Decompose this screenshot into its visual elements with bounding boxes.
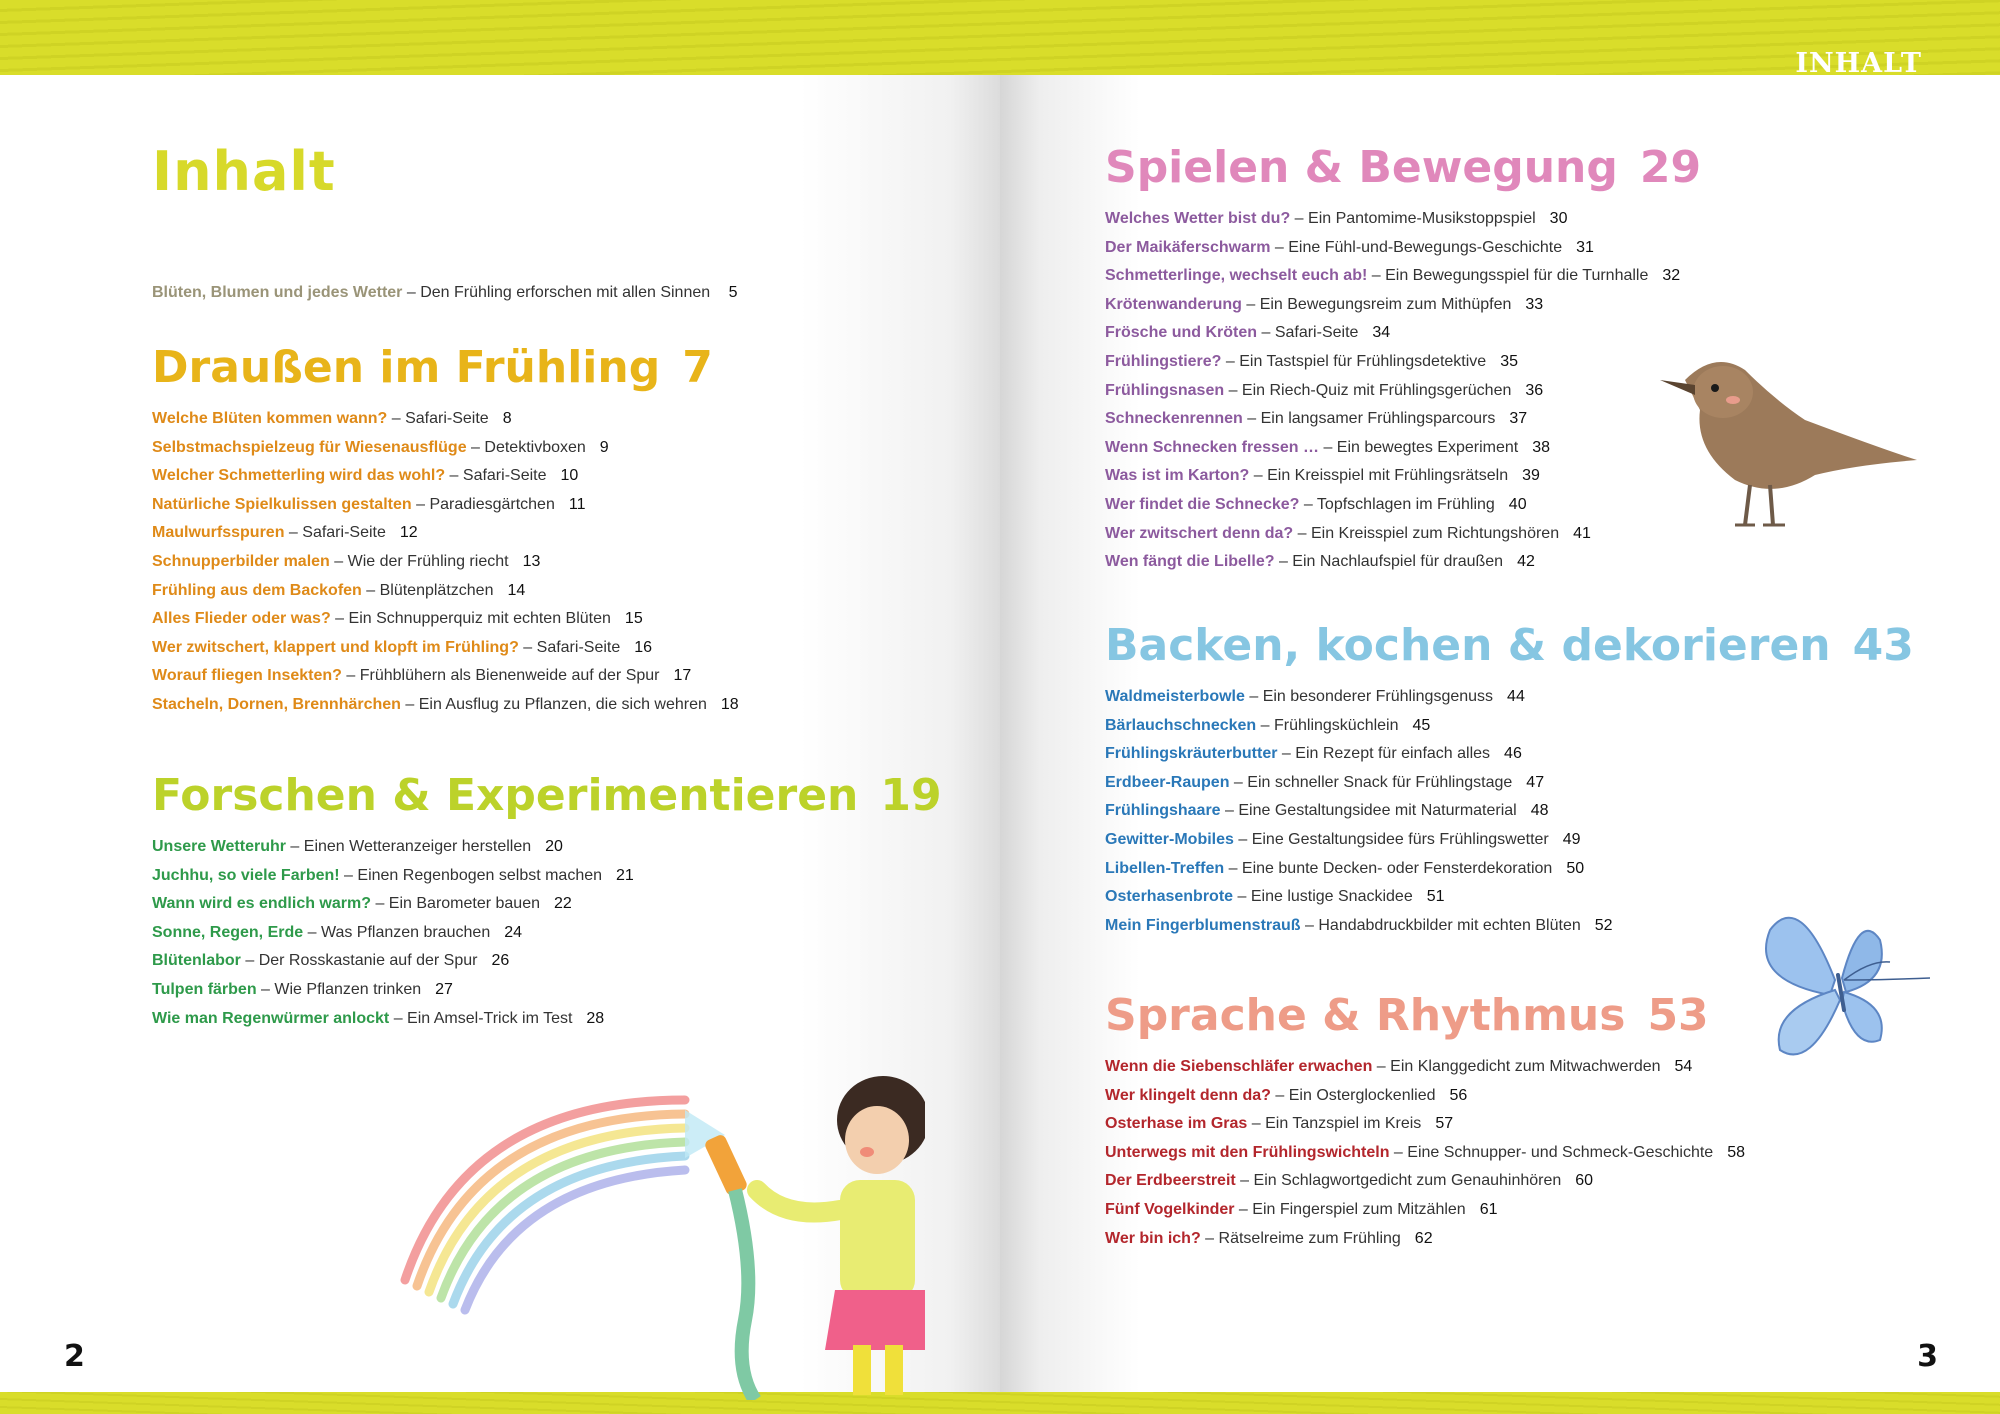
entry-list [152, 833, 942, 1033]
section-heading [1105, 620, 1914, 671]
entry-page: 9 [599, 438, 609, 456]
entry-page: 14 [507, 581, 526, 599]
entry-title: Osterhasenbrote [1105, 888, 1234, 906]
entry-separator: – [518, 638, 537, 656]
entry-separator: – [341, 667, 360, 685]
section-heading-page: 29 [1639, 142, 1702, 193]
entry-desc: Eine Gestaltungsidee mit Naturmaterial [1238, 802, 1517, 820]
entry-title: Wie man Regenwürmer anlockt [152, 1009, 390, 1027]
entry-separator: – [1241, 295, 1260, 313]
toc-entry[interactable] [1105, 1082, 1745, 1111]
entry-title: Osterhase im Gras [1105, 1115, 1248, 1133]
toc-entry[interactable] [1105, 434, 1701, 463]
entry-page: 36 [1525, 381, 1544, 399]
entry-separator: – [329, 552, 348, 570]
entry-page: 20 [545, 838, 563, 855]
entry-list [1105, 1053, 1745, 1253]
entry-page: 18 [720, 695, 739, 713]
toc-entry[interactable] [1105, 855, 1914, 884]
toc-entry[interactable] [152, 634, 739, 663]
entry-desc: Blütenplätzchen [379, 581, 494, 599]
entry-desc: Ein Barometer bauen [388, 895, 540, 913]
section-heading-text: Forschen & Experimentieren [152, 770, 859, 821]
entry-title: Wenn Schnecken fressen … [1105, 438, 1319, 456]
entry-separator: – [1221, 352, 1240, 370]
entry-title: Blütenlabor [152, 952, 241, 970]
section-heading-page: 7 [682, 342, 713, 393]
entry-page: 46 [1504, 745, 1522, 763]
butterfly-illustration [1740, 900, 1940, 1070]
toc-entry[interactable] [1105, 1167, 1745, 1196]
toc-entry[interactable] [152, 691, 739, 720]
entry-desc: Wie Pflanzen trinken [274, 980, 422, 998]
bottom-band [0, 1392, 2000, 1414]
entry-desc: Paradiesgärtchen [429, 495, 555, 513]
toc-entry[interactable] [152, 462, 739, 491]
entry-page: 35 [1500, 352, 1518, 370]
entry-separator: – [1274, 553, 1293, 571]
entry-desc: Ein Schlagwortgedicht zum Genauhinhören [1253, 1172, 1562, 1190]
entry-title: Tulpen färben [152, 980, 257, 998]
entry-title: Frühlingshaare [1105, 802, 1221, 820]
entry-title: Wer klingelt denn da? [1105, 1086, 1271, 1104]
section-heading-page: 53 [1647, 990, 1709, 1041]
entry-separator: – [1367, 267, 1386, 285]
toc-entry[interactable] [152, 662, 739, 691]
entry-separator: – [1319, 438, 1337, 456]
entry-title: Wann wird es endlich warm? [152, 895, 371, 913]
entry-separator: – [1257, 324, 1275, 342]
entry-page: 30 [1549, 210, 1568, 227]
toc-entry[interactable] [152, 405, 739, 434]
entry-page: 62 [1414, 1229, 1433, 1247]
entry-desc: Ein Ausflug zu Pflanzen, die sich wehren [418, 695, 707, 713]
bird-icon [1660, 362, 1917, 525]
entry-page: 56 [1449, 1086, 1468, 1104]
toc-entry[interactable] [1105, 683, 1914, 712]
section-heading-text: Backen, kochen & dekorieren [1105, 620, 1831, 671]
section-heading [1105, 990, 1745, 1041]
entry-page: 28 [586, 1009, 605, 1027]
entry-page: 24 [504, 923, 523, 941]
entry-title: Frühlingskräuterbutter [1105, 745, 1278, 763]
entry-separator: – [1224, 859, 1242, 877]
entry-page: 10 [560, 467, 579, 485]
entry-page: 45 [1412, 716, 1431, 734]
entry-separator: – [387, 410, 406, 427]
section-heading-page: 43 [1852, 620, 1914, 671]
entry-page: 40 [1508, 495, 1527, 513]
entry-desc: Einen Regenbogen selbst machen [357, 866, 603, 884]
entry-separator: – [1299, 495, 1317, 513]
entry-desc: Safari-Seite [536, 638, 621, 656]
section-backen [1105, 620, 1914, 940]
entry-desc: Ein Bewegungsspiel für die Turnhalle [1385, 267, 1649, 285]
toc-entry[interactable] [1105, 377, 1701, 406]
entry-title: Wer bin ich? [1105, 1229, 1201, 1247]
entry-desc: Wie der Frühling riecht [347, 552, 509, 570]
entry-list [152, 405, 739, 720]
entry-title: Unterwegs mit den Frühlingswichteln [1105, 1143, 1390, 1161]
entry-title: Stacheln, Dornen, Brennhärchen [152, 695, 401, 713]
entry-page: 22 [554, 895, 572, 913]
entry-title: Wen fängt die Libelle? [1105, 553, 1275, 571]
entry-separator: – [1224, 381, 1242, 399]
page-number-left: 2 [64, 1339, 85, 1374]
butterfly-icon [1766, 918, 1930, 1055]
entry-desc: Ein Tastspiel für Frühlingsdetektive [1239, 352, 1487, 370]
toc-entry[interactable] [1105, 205, 1701, 234]
page-number-right: 3 [1917, 1339, 1938, 1374]
entry-page: 52 [1594, 916, 1613, 934]
entry-desc: Ein Osterglockenlied [1288, 1086, 1436, 1104]
entry-separator: – [1220, 802, 1239, 820]
entry-page: 31 [1576, 238, 1594, 256]
page-title: Inhalt [152, 140, 336, 203]
entry-separator: – [1200, 1229, 1219, 1247]
entry-separator: – [256, 980, 275, 998]
toc-entry[interactable] [152, 434, 739, 463]
entry-separator: – [1242, 410, 1261, 428]
toc-entry[interactable] [152, 519, 739, 548]
entry-page: 54 [1674, 1058, 1693, 1075]
entry-desc: Ein bewegtes Experiment [1336, 438, 1519, 456]
entry-desc: Einen Wetteranzeiger herstellen [303, 838, 532, 855]
entry-desc: Ein Klanggedicht zum Mitwachwerden [1390, 1058, 1661, 1075]
entry-title: Alles Flieder oder was? [152, 610, 331, 628]
entry-separator: – [389, 1009, 408, 1027]
entry-separator: – [303, 923, 321, 941]
entry-desc: Safari-Seite [1274, 324, 1359, 342]
entry-separator: – [1300, 916, 1319, 934]
entry-separator: – [1247, 1115, 1266, 1133]
entry-desc: Ein Amsel-Trick im Test [407, 1009, 573, 1027]
toc-entry[interactable] [152, 548, 739, 577]
toc-entry[interactable] [1105, 291, 1701, 320]
entry-desc: Ein Tanzspiel im Kreis [1265, 1115, 1422, 1133]
toc-entry[interactable] [1105, 1139, 1745, 1168]
entry-title: Welches Wetter bist du? [1105, 210, 1291, 227]
entry-desc: Detektivboxen [484, 438, 586, 456]
toc-entry[interactable] [152, 833, 942, 862]
entry-separator: – [1270, 1086, 1289, 1104]
entry-desc: Eine lustige Snackidee [1250, 888, 1413, 906]
toc-entry[interactable] [152, 605, 739, 634]
entry-title: Worauf fliegen Insekten? [152, 667, 342, 685]
toc-entry[interactable] [1105, 319, 1701, 348]
entry-page: 49 [1562, 830, 1581, 848]
section-sprache [1105, 990, 1745, 1253]
bird-illustration [1655, 340, 1920, 540]
toc-entry[interactable] [152, 919, 942, 948]
entry-desc: Safari-Seite [462, 467, 547, 485]
entry-desc: Ein schneller Snack für Frühlingstage [1247, 773, 1513, 791]
entry-separator: – [330, 610, 349, 628]
toc-entry[interactable] [1105, 548, 1701, 577]
entry-page: 58 [1727, 1143, 1745, 1161]
entry-page: 60 [1575, 1172, 1594, 1190]
entry-desc: Eine Schnupper- und Schmeck-Geschichte [1407, 1143, 1714, 1161]
entry-title: Der Maikäferschwarm [1105, 238, 1271, 256]
toc-entry[interactable] [152, 976, 942, 1005]
entry-title: Libellen-Treffen [1105, 859, 1225, 877]
toc-entry[interactable] [1105, 262, 1701, 291]
entry-separator: – [1234, 1200, 1253, 1218]
entry-page: 44 [1507, 688, 1525, 705]
entry-page: 39 [1522, 467, 1540, 485]
entry-desc: Safari-Seite [405, 410, 489, 427]
entry-title: Maulwurfsspuren [152, 524, 285, 542]
entry-page: 17 [673, 667, 692, 685]
entry-title: Frühling aus dem Backofen [152, 581, 362, 599]
entry-page: 32 [1662, 267, 1681, 285]
entry-desc: Was Pflanzen brauchen [320, 923, 491, 941]
girl-rainbow-illustration [385, 1040, 925, 1400]
entry-title: Der Erdbeerstreit [1105, 1172, 1236, 1190]
section-heading [1105, 142, 1701, 193]
entry-desc: Ein Kreisspiel zum Richtungshören [1310, 524, 1560, 542]
section-heading [152, 770, 942, 821]
entry-separator: – [411, 495, 430, 513]
toc-entry[interactable] [1105, 740, 1914, 769]
header-label: INHALT [1795, 48, 1922, 79]
toc-entry[interactable] [1105, 520, 1701, 549]
entry-title: Frühlingsnasen [1105, 381, 1225, 399]
entry-separator: – [1277, 745, 1296, 763]
entry-desc: Ein Riech-Quiz mit Frühlingsgerüchen [1241, 381, 1512, 399]
entry-page: 41 [1573, 524, 1591, 542]
entry-separator: – [1270, 238, 1289, 256]
entry-desc: Safari-Seite [302, 524, 386, 542]
rainbow-icon [405, 1100, 685, 1310]
entry-page: 51 [1426, 888, 1445, 906]
entry-title: Mein Fingerblumenstrauß [1105, 916, 1301, 934]
entry-separator: – [284, 524, 303, 542]
toc-entry[interactable] [152, 1005, 942, 1034]
entry-page: 16 [634, 638, 653, 656]
entry-title: Krötenwanderung [1105, 295, 1242, 313]
entry-desc: Ein Schnupperquiz mit echten Blüten [348, 610, 611, 628]
entry-desc: Ein Nachlaufspiel für draußen [1292, 553, 1504, 571]
entry-desc: Ein Kreisspiel mit Frühlingsrätseln [1267, 467, 1509, 485]
entry-desc: Ein Fingerspiel zum Mitzählen [1252, 1200, 1466, 1218]
entry-desc: Den Frühling erforschen mit allen Sinnen [420, 284, 711, 301]
entry-desc: Ein langsamer Frühlingsparcours [1260, 410, 1496, 428]
entry-title: Schneckenrennen [1105, 410, 1243, 428]
entry-separator: – [1389, 1143, 1408, 1161]
section-heading-text: Sprache & Rhythmus [1105, 990, 1626, 1041]
toc-entry[interactable] [152, 491, 739, 520]
toc-entry[interactable] [1105, 797, 1914, 826]
entry-title: Sonne, Regen, Erde [152, 923, 304, 941]
toc-entry[interactable] [1105, 1110, 1745, 1139]
entry-desc: Eine bunte Decken- oder Fensterdekoration [1241, 859, 1553, 877]
entry-list [1105, 205, 1701, 577]
entry-page: 47 [1526, 773, 1545, 791]
entry-title: Selbstmachspielzeug für Wiesenausflüge [152, 438, 467, 456]
entry-page: 37 [1509, 410, 1528, 428]
section-forschen [152, 770, 942, 1033]
entry-desc: Handabdruckbilder mit echten Blüten [1318, 916, 1581, 934]
entry-separator: – [1233, 888, 1251, 906]
toc-entry[interactable] [152, 890, 942, 919]
entry-page: 27 [435, 980, 453, 998]
entry-desc: Ein Bewegungsreim zum Mithüpfen [1259, 295, 1512, 313]
toc-entry[interactable] [152, 947, 942, 976]
entry-desc: Topfschlagen im Frühling [1316, 495, 1495, 513]
toc-entry[interactable] [152, 577, 739, 606]
girl-icon [757, 1076, 925, 1395]
entry-desc: Der Rosskastanie auf der Spur [258, 952, 478, 970]
entry-title: Gewitter-Mobiles [1105, 830, 1234, 848]
entry-title: Wer zwitschert denn da? [1105, 524, 1294, 542]
entry-title: Unsere Wetteruhr [152, 838, 286, 855]
entry-separator: – [406, 284, 421, 301]
entry-desc: Rätselreime zum Frühling [1218, 1229, 1401, 1247]
toc-entry[interactable] [1105, 405, 1701, 434]
entry-desc: Eine Fühl-und-Bewegungs-Geschichte [1288, 238, 1563, 256]
toc-entry[interactable] [1105, 1196, 1745, 1225]
entry-page: 12 [399, 524, 418, 542]
entry-title: Frösche und Kröten [1105, 324, 1258, 342]
entry-title: Wer findet die Schnecke? [1105, 495, 1300, 513]
entry-title: Fünf Vogelkinder [1105, 1200, 1235, 1218]
entry-title: Juchhu, so viele Farben! [152, 866, 340, 884]
section-draussen [152, 342, 739, 720]
entry-title: Welcher Schmetterling wird das wohl? [152, 467, 446, 485]
section-heading-text: Draußen im Frühling [152, 342, 661, 393]
entry-separator: – [466, 438, 485, 456]
section-spielen [1105, 142, 1701, 577]
section-heading-page: 19 [880, 770, 942, 821]
entry-page: 33 [1525, 295, 1544, 313]
entry-desc: Ein besonderer Frühlingsgenuss [1262, 688, 1494, 705]
toc-entry[interactable] [1105, 1225, 1745, 1254]
entry-page: 38 [1532, 438, 1551, 456]
entry-separator: – [1372, 1058, 1391, 1075]
entry-separator: – [1244, 688, 1263, 705]
entry-separator: – [240, 952, 259, 970]
toc-entry[interactable] [1105, 712, 1914, 741]
entry-separator: – [400, 695, 419, 713]
toc-entry[interactable] [1105, 462, 1701, 491]
entry-separator: – [1290, 210, 1309, 227]
entry-title: Welche Blüten kommen wann? [152, 410, 388, 427]
entry-separator: – [285, 838, 304, 855]
intro-entry[interactable] [152, 284, 738, 302]
section-heading [152, 342, 739, 393]
entry-title: Wer zwitschert, klappert und klopft im Frühling? [152, 638, 519, 656]
entry-separator: – [445, 467, 463, 485]
entry-separator: – [1235, 1172, 1254, 1190]
entry-desc: Eine Gestaltungsidee fürs Frühlingswetter [1251, 830, 1549, 848]
entry-title: Erdbeer-Raupen [1105, 773, 1230, 791]
entry-title: Wenn die Siebenschläfer erwachen [1105, 1058, 1373, 1075]
entry-page: 48 [1530, 802, 1549, 820]
entry-title: Schmetterlinge, wechselt euch ab! [1105, 267, 1368, 285]
entry-page: 26 [491, 952, 510, 970]
entry-separator: – [361, 581, 380, 599]
section-heading-text: Spielen & Bewegung [1105, 142, 1618, 193]
entry-page: 50 [1566, 859, 1585, 877]
entry-desc: Ein Pantomime-Musikstoppspiel [1308, 210, 1536, 227]
toc-entry[interactable] [1105, 769, 1914, 798]
entry-title: Blüten, Blumen und jedes Wetter [152, 284, 403, 301]
entry-title: Schnupperbilder malen [152, 552, 330, 570]
toc-entry[interactable] [1105, 491, 1701, 520]
toc-entry[interactable] [1105, 234, 1701, 263]
entry-page: 42 [1517, 553, 1535, 571]
entry-desc: Ein Rezept für einfach alles [1295, 745, 1491, 763]
top-band [0, 0, 2000, 75]
entry-page: 15 [624, 610, 643, 628]
entry-page: 11 [568, 495, 586, 513]
entry-title: Bärlauchschnecken [1105, 716, 1257, 734]
entry-separator: – [1233, 830, 1252, 848]
entry-page: 21 [616, 866, 634, 884]
entry-separator: – [371, 895, 389, 913]
entry-separator: – [1249, 467, 1268, 485]
entry-page: 5 [728, 284, 738, 301]
toc-entry[interactable] [152, 862, 942, 891]
entry-desc: Frühblühern als Bienenweide auf der Spur [359, 667, 660, 685]
entry-desc: Frühlingsküchlein [1273, 716, 1399, 734]
entry-page: 13 [522, 552, 541, 570]
entry-title: Natürliche Spielkulissen gestalten [152, 495, 412, 513]
toc-entry[interactable] [1105, 826, 1914, 855]
entry-page: 61 [1479, 1200, 1498, 1218]
entry-separator: – [1256, 716, 1274, 734]
entry-title: Waldmeisterbowle [1105, 688, 1245, 705]
entry-separator: – [1229, 773, 1248, 791]
entry-title: Was ist im Karton? [1105, 467, 1250, 485]
entry-page: 34 [1372, 324, 1391, 342]
hose-icon [703, 1133, 755, 1400]
entry-page: 8 [502, 410, 512, 427]
entry-title: Frühlingstiere? [1105, 352, 1222, 370]
toc-entry[interactable] [1105, 348, 1701, 377]
entry-page: 57 [1435, 1115, 1454, 1133]
entry-separator: – [1293, 524, 1311, 542]
toc-entry[interactable] [1105, 1053, 1745, 1082]
entry-separator: – [339, 866, 358, 884]
